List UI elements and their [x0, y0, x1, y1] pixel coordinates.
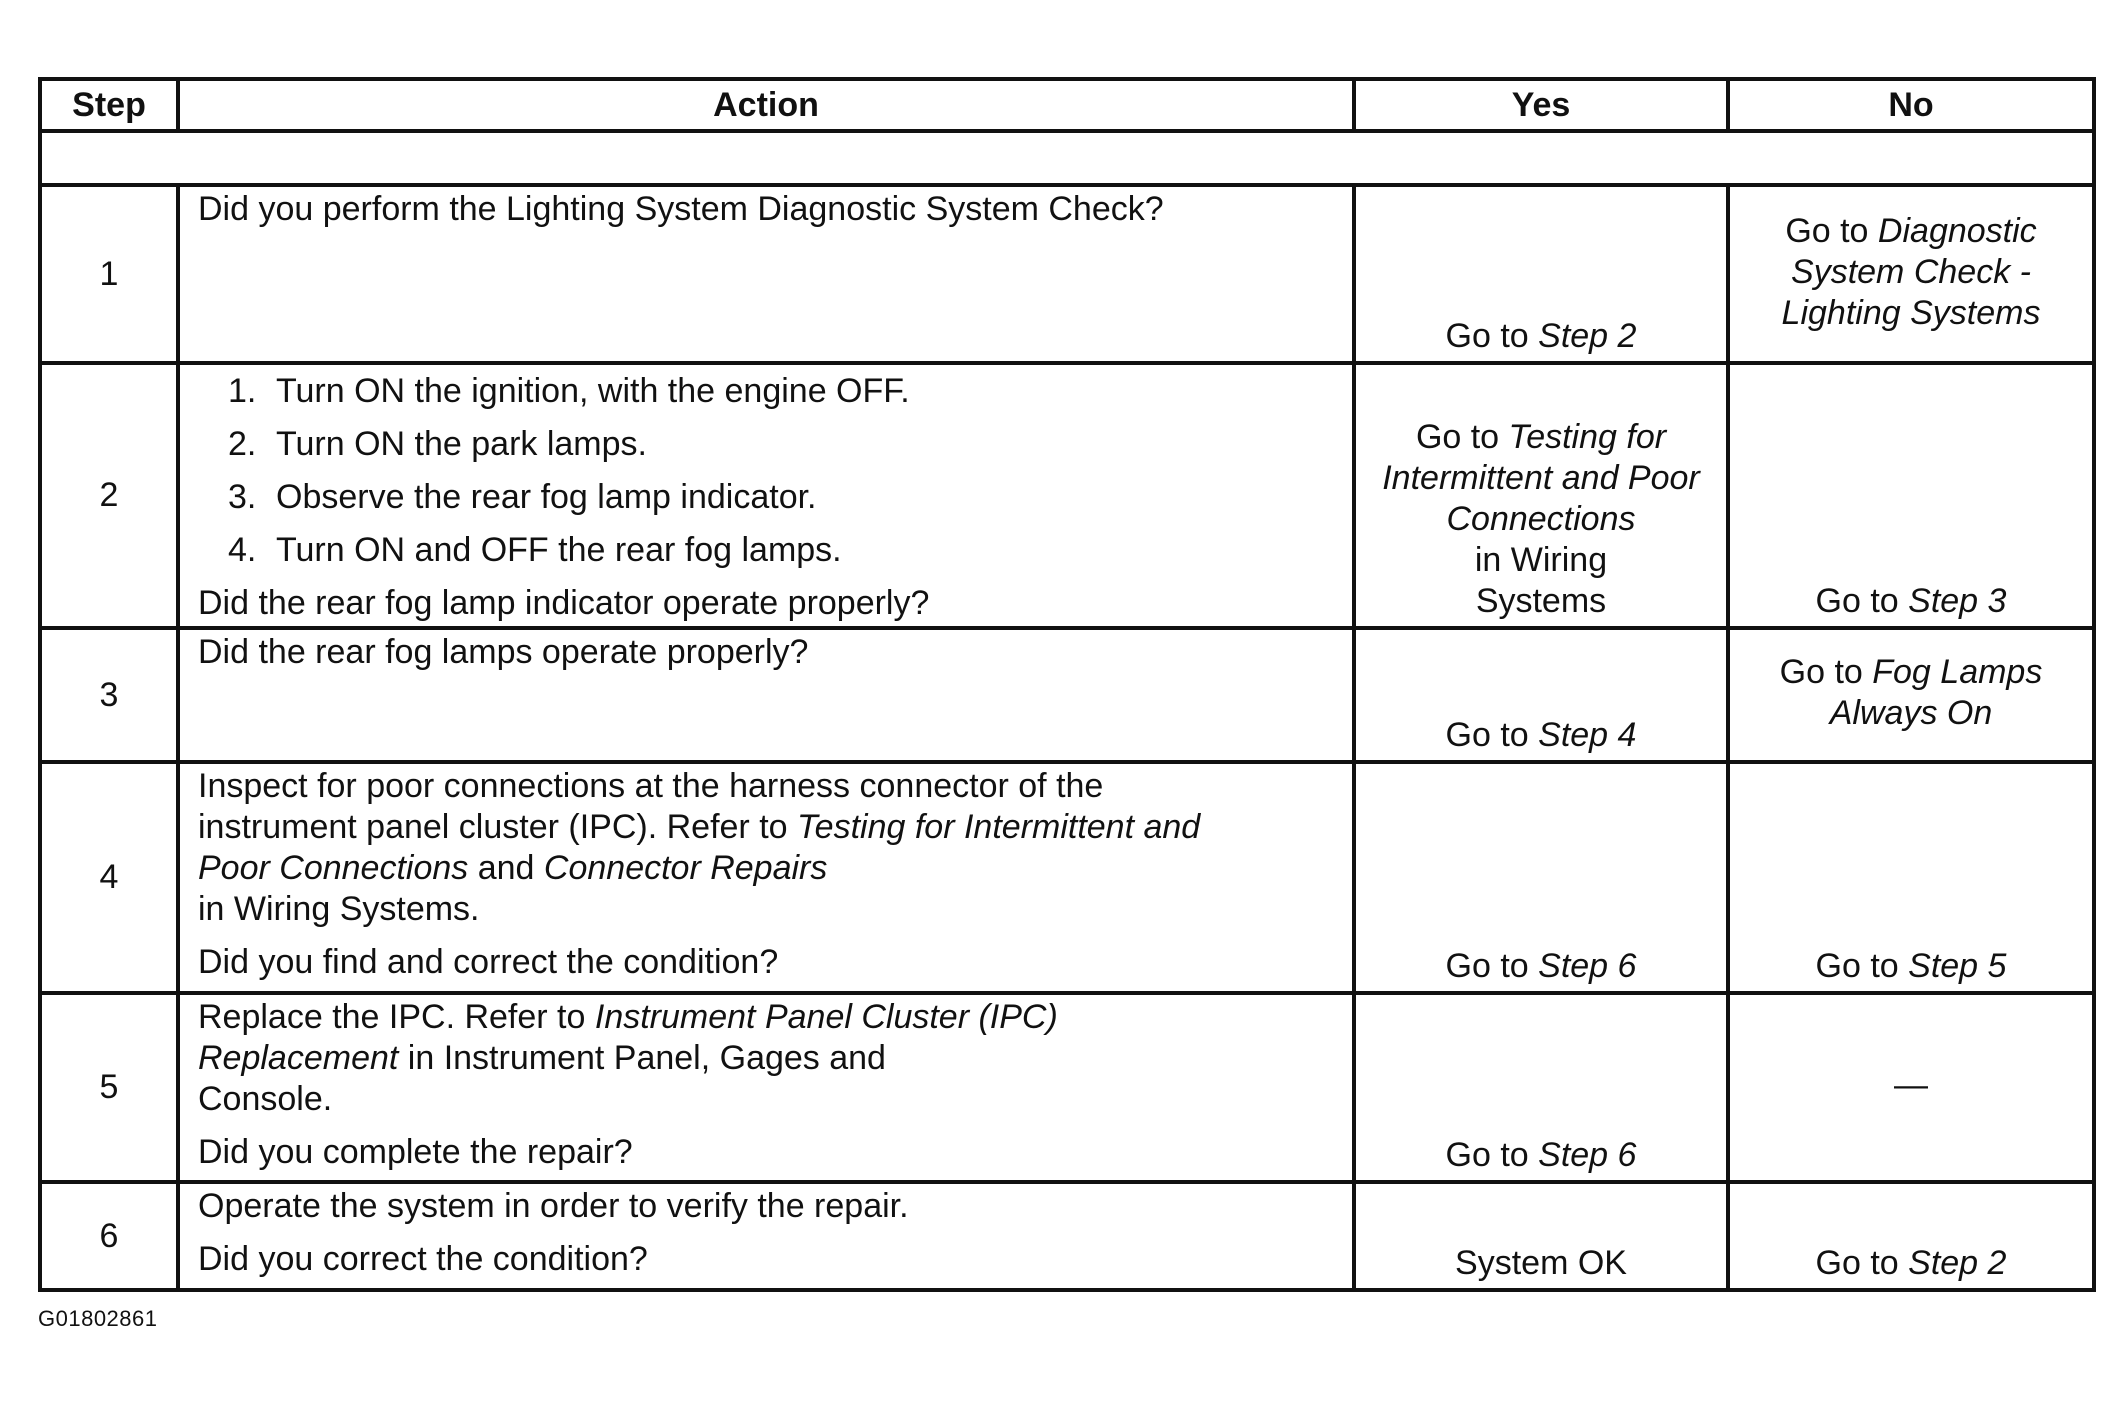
no-cell — [1728, 185, 2094, 363]
action-cell — [178, 363, 1354, 628]
table-row — [40, 628, 2094, 762]
substep-item: 2. Turn ON the park lamps. — [228, 425, 647, 463]
yes-suffix-line2: Systems — [1475, 582, 1607, 620]
action-text-line: Replace the IPC. Refer to Instrument Panel Cluster (IPC) — [198, 998, 1058, 1036]
action-text-line: Inspect for poor connections at the harness connector of the — [198, 767, 1104, 805]
no-cell — [1728, 993, 2094, 1182]
yes-suffix-line1: in Wiring — [1474, 541, 1608, 579]
header-yes: Yes — [1354, 79, 1728, 131]
no-link: Step 3 — [1908, 582, 2007, 620]
header-step: Step — [40, 79, 178, 131]
yes-link: Step 4 — [1538, 716, 1637, 754]
no-cell — [1728, 762, 2094, 993]
table-row — [40, 185, 2094, 363]
substep-item: 1. Turn ON the ignition, with the engine OFF. — [228, 372, 910, 410]
action-text-line: Console. — [198, 1080, 333, 1118]
no-link-line2: Always On — [1829, 694, 1993, 732]
no-prefix: Go to — [1815, 1244, 1909, 1282]
diagnostic-table — [38, 77, 2096, 1292]
yes-link-line2: Intermittent and Poor — [1382, 459, 1700, 497]
yes-prefix: Go to — [1445, 716, 1539, 754]
action-question: Did you perform the Lighting System Diagnostic System Check? — [198, 190, 1164, 228]
table-row — [40, 762, 2094, 993]
yes-link-line1: Testing for — [1508, 418, 1667, 456]
figure-id: G01802861 — [38, 1306, 158, 1331]
no-prefix: Go to — [1815, 582, 1909, 620]
no-prefix: Go to — [1815, 947, 1909, 985]
yes-prefix: Go to — [1445, 947, 1539, 985]
yes-cell — [1354, 1182, 1728, 1290]
yes-cell — [1354, 628, 1728, 762]
table-row — [40, 1182, 2094, 1290]
no-cell — [1728, 363, 2094, 628]
action-cell — [178, 1182, 1354, 1290]
no-dash: — — [1894, 1066, 1928, 1104]
action-text-line: in Wiring Systems. — [198, 890, 480, 928]
header-no: No — [1728, 79, 2094, 131]
step-number: 4 — [40, 762, 178, 993]
action-question: Did you complete the repair? — [198, 1133, 633, 1171]
no-cell — [1728, 1182, 2094, 1290]
step-number: 3 — [40, 628, 178, 762]
step-number: 2 — [40, 363, 178, 628]
step-number: 6 — [40, 1182, 178, 1290]
action-question: Did the rear fog lamps operate properly? — [198, 633, 809, 671]
yes-cell — [1354, 993, 1728, 1182]
yes-prefix: Go to — [1445, 317, 1539, 355]
action-text-line: Poor Connections and Connector Repairs — [198, 849, 828, 887]
no-prefix: Go to — [1785, 211, 1878, 250]
action-cell — [178, 185, 1354, 363]
action-question: Did you correct the condition? — [198, 1240, 648, 1278]
spacer-cell — [40, 131, 2094, 185]
header-row — [40, 79, 2094, 131]
action-question: Did the rear fog lamp indicator operate properly? — [198, 584, 930, 622]
yes-prefix: Go to — [1415, 418, 1509, 456]
step-number: 1 — [40, 185, 178, 363]
action-cell — [178, 628, 1354, 762]
substep-item: 3. Observe the rear fog lamp indicator. — [228, 478, 817, 516]
yes-cell — [1354, 762, 1728, 993]
reference-link: Replacement — [198, 1039, 399, 1077]
table-row — [40, 993, 2094, 1182]
reference-link: Connector Repairs — [543, 849, 828, 887]
no-link-line1: Diagnostic — [1877, 211, 2037, 250]
action-text-line: instrument panel cluster (IPC). Refer to Testing for Intermittent and — [198, 808, 1201, 846]
yes-text: System OK — [1455, 1244, 1627, 1282]
yes-link: Step 6 — [1538, 1136, 1637, 1174]
spacer-row — [40, 131, 2094, 185]
no-link-line2: System Check - — [1791, 252, 2031, 291]
no-link-line3: Lighting Systems — [1781, 293, 2041, 332]
no-cell — [1728, 628, 2094, 762]
action-question: Did you find and correct the condition? — [198, 943, 779, 981]
action-cell — [178, 762, 1354, 993]
no-link: Step 5 — [1908, 947, 2007, 985]
yes-cell — [1354, 185, 1728, 363]
substep-item: 4. Turn ON and OFF the rear fog lamps. — [228, 531, 842, 569]
header-action: Action — [178, 79, 1354, 131]
action-cell — [178, 993, 1354, 1182]
table-row — [40, 363, 2094, 628]
yes-prefix: Go to — [1445, 1136, 1539, 1174]
reference-link: Instrument Panel Cluster (IPC) — [594, 998, 1058, 1036]
action-text-line: Operate the system in order to verify the repair. — [198, 1187, 909, 1225]
action-text-line: Replacement in Instrument Panel, Gages and — [198, 1039, 886, 1077]
yes-link: Step 2 — [1538, 317, 1637, 355]
no-link-line1: Fog Lamps — [1872, 653, 2043, 691]
yes-link: Step 6 — [1538, 947, 1637, 985]
step-number: 5 — [40, 993, 178, 1182]
substep-list — [198, 371, 1342, 571]
reference-link: Testing for Intermittent and — [797, 808, 1201, 846]
no-prefix: Go to — [1779, 653, 1873, 691]
yes-link-line3: Connections — [1446, 500, 1636, 538]
no-link: Step 2 — [1908, 1244, 2007, 1282]
yes-cell — [1354, 363, 1728, 628]
reference-link: Poor Connections — [198, 849, 469, 887]
